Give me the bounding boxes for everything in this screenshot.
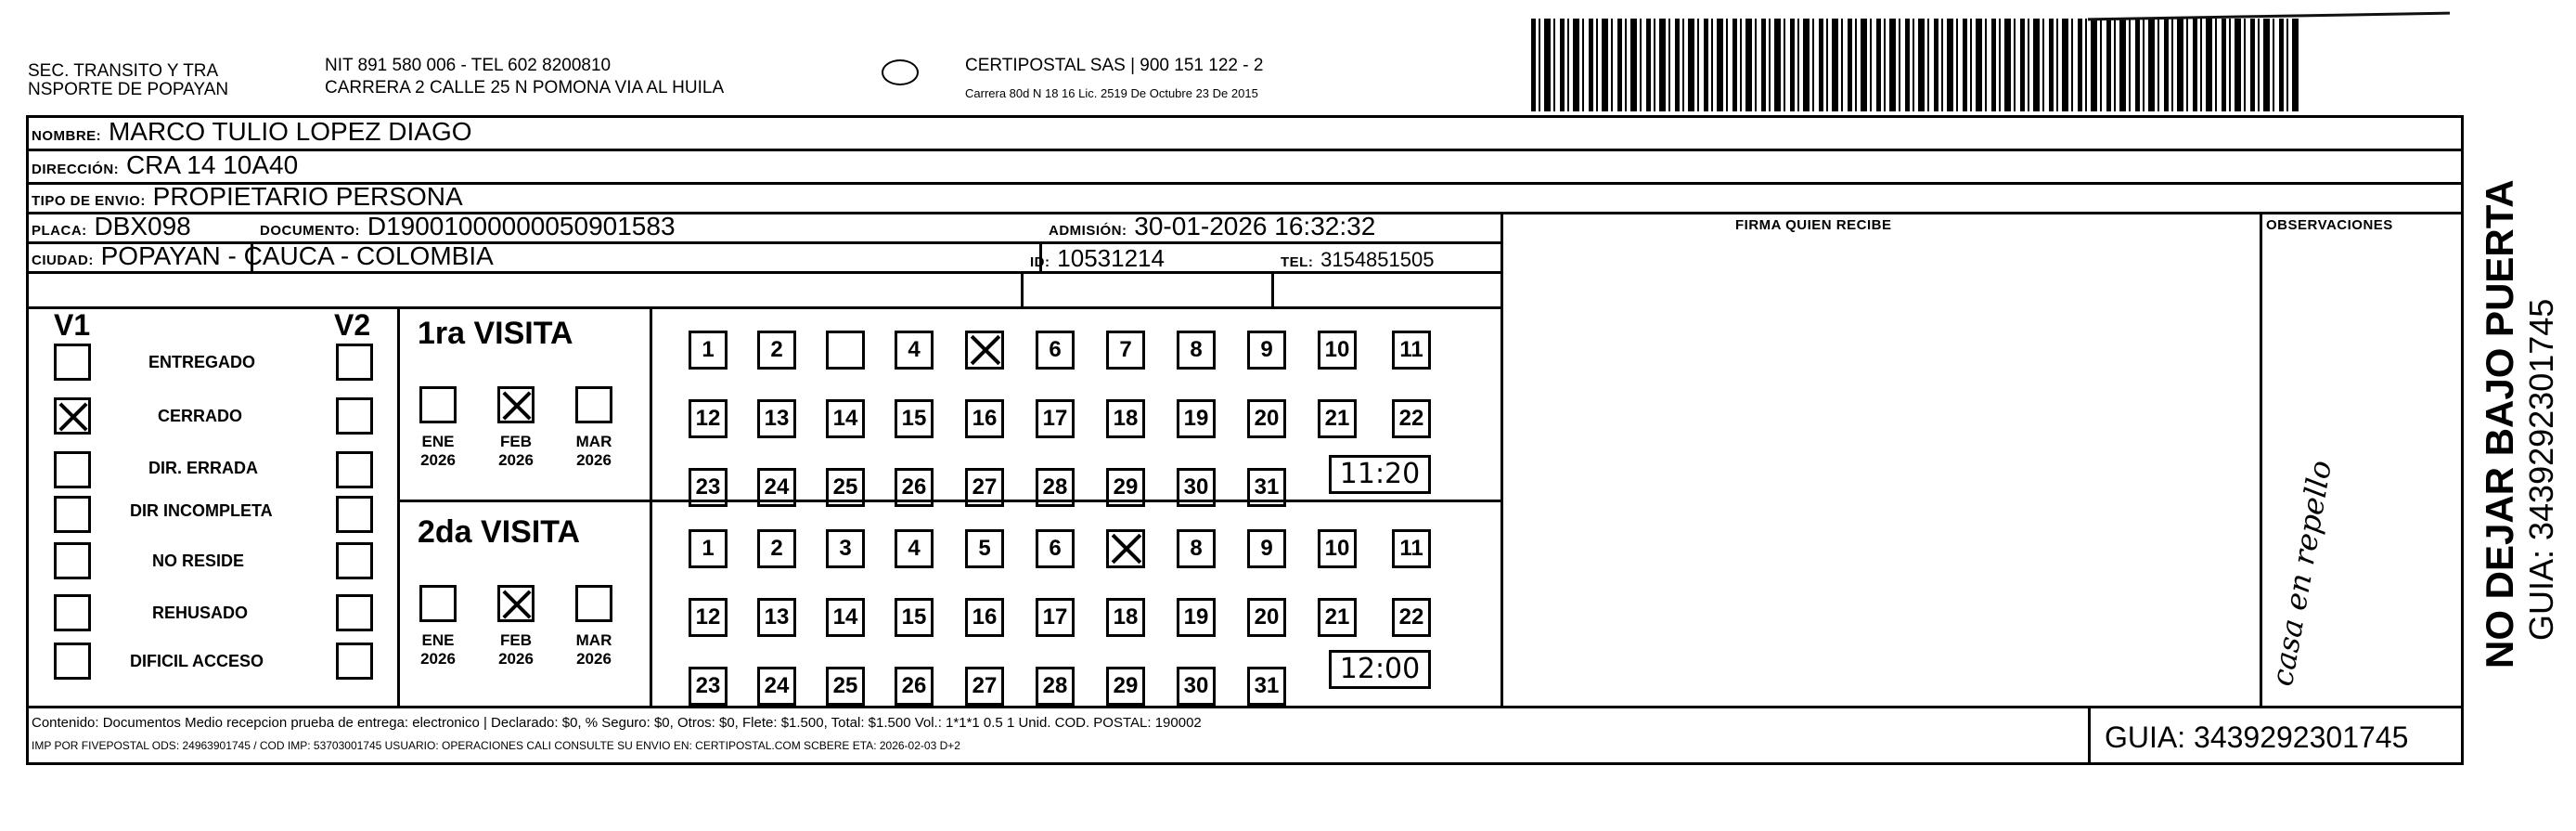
footer-impresion: IMP POR FIVEPOSTAL ODS: 24963901745 / COD IMP: 53703001745 USUARIO: OPERACIONES CALI CONSULTE SU ENVIO EN: CERTIPOSTAL.COM SCBERE ETA: 2026-02-03 D+2 (32, 739, 960, 752)
footer-guia: GUIA: 3439292301745 (2105, 721, 2409, 754)
first-visit-ene-checkbox[interactable] (419, 386, 457, 423)
carrier-logo-icon (882, 59, 919, 85)
side-warning: NO DEJAR BAJO PUERTA (2478, 179, 2521, 669)
day-box-31[interactable]: 31 (1247, 667, 1286, 706)
day-box-6[interactable]: 6 (1036, 331, 1075, 370)
tipo-label: TIPO DE ENVIO: (32, 193, 146, 209)
v2-cerrado-checkbox[interactable] (336, 397, 373, 435)
footer-contenido: Contenido: Documentos Medio recepcion prueba de entrega: electronico | Declarado: $0, % Seguro: $0, Otros: $0, Flete: $1.500, Total: $1.500 Vol.: 1*1*1 0.5 1 Unid. COD. POSTAL: 190002 (32, 715, 1202, 731)
day-box-14[interactable]: 14 (826, 598, 865, 637)
firma-header: FIRMA QUIEN RECIBE (1735, 217, 1892, 233)
month-label: FEB 2026 (498, 631, 534, 668)
month-label: ENE 2026 (420, 631, 456, 668)
second-visit-time: 12:00 (1329, 650, 1431, 689)
side-guia: GUIA: 3439292301745 (2522, 298, 2560, 641)
id-cell (1030, 241, 1165, 279)
day-box-27[interactable]: 27 (965, 667, 1004, 706)
placa-value: DBX098 (94, 212, 191, 240)
day-box-17[interactable]: 17 (1036, 598, 1075, 637)
day-box-13[interactable]: 13 (757, 598, 796, 637)
col-divider (1501, 212, 1503, 706)
tipo-value: PROPIETARIO PERSONA (152, 182, 463, 211)
status-label: DIR. ERRADA (148, 459, 259, 477)
sender-address: CARRERA 2 CALLE 25 N POMONA VIA AL HUILA (325, 78, 725, 97)
id-value: 10531214 (1057, 244, 1165, 272)
col-divider (2260, 212, 2262, 706)
ciudad-label: CIUDAD: (32, 253, 94, 268)
v1-dificil-acceso-checkbox[interactable] (54, 643, 91, 680)
day-box-30[interactable]: 30 (1177, 468, 1216, 507)
day-box-2[interactable]: 2 (757, 529, 796, 568)
day-box-24[interactable]: 24 (757, 667, 796, 706)
day-box-6[interactable]: 6 (1036, 529, 1075, 568)
nombre-value: MARCO TULIO LOPEZ DIAGO (108, 117, 472, 146)
v2-entregado-checkbox[interactable] (336, 344, 373, 381)
sender-nit: NIT 891 580 006 - TEL 602 8200810 (325, 56, 612, 75)
tel-value: 3154851505 (1320, 248, 1435, 271)
col-divider (1271, 271, 1274, 306)
day-box-18[interactable]: 18 (1106, 598, 1145, 637)
day-box-9[interactable]: 9 (1247, 529, 1286, 568)
day-box-11[interactable]: 11 (1392, 529, 1431, 568)
tel-label: TEL: (1281, 254, 1314, 270)
sender-name-line2: NSPORTE DE POPAYAN (28, 80, 229, 99)
observaciones-header: OBSERVACIONES (2266, 217, 2393, 233)
ciudad-value: POPAYAN - CAUCA - COLOMBIA (100, 241, 494, 270)
month-label: ENE 2026 (420, 433, 456, 469)
direccion-label: DIRECCIÓN: (32, 162, 120, 177)
month-label: MAR 2026 (575, 631, 612, 668)
status-label: NO RESIDE (152, 552, 245, 570)
first-visit-title: 1ra VISITA (418, 316, 573, 351)
carrier-license: Carrera 80d N 18 16 Lic. 2519 De Octubre 23 De 2015 (965, 86, 1258, 100)
col-divider (650, 306, 652, 706)
v1-header: V1 (54, 308, 91, 342)
v2-no-reside-checkbox[interactable] (336, 542, 373, 579)
col-divider (397, 306, 400, 706)
day-box-20[interactable]: 20 (1247, 598, 1286, 637)
day-box-14[interactable]: 14 (826, 399, 865, 438)
day-box-11[interactable]: 11 (1392, 331, 1431, 370)
status-label: ENTREGADO (148, 353, 256, 371)
day-box-22[interactable]: 22 (1392, 598, 1431, 637)
day-box-13[interactable]: 13 (757, 399, 796, 438)
admision-label: ADMISIÓN: (1049, 223, 1127, 239)
day-box-28[interactable]: 28 (1036, 667, 1075, 706)
day-box-19[interactable]: 19 (1177, 598, 1216, 637)
day-box-29[interactable]: 29 (1106, 667, 1145, 706)
placa-label: PLACA: (32, 223, 87, 239)
day-box-30[interactable]: 30 (1177, 667, 1216, 706)
col-divider (1021, 271, 1024, 306)
month-label: FEB 2026 (498, 433, 534, 469)
day-box-24[interactable]: 24 (757, 468, 796, 507)
day-box-16[interactable]: 16 (965, 598, 1004, 637)
day-box-3[interactable]: 3 (826, 529, 865, 568)
day-box-15[interactable]: 15 (895, 598, 934, 637)
day-box-1[interactable]: 1 (689, 331, 728, 370)
status-label: DIR INCOMPLETA (130, 501, 273, 520)
v2-dir-errada-checkbox[interactable] (336, 451, 373, 488)
day-box-7[interactable] (1106, 529, 1145, 568)
first-visit-feb-checkbox[interactable] (497, 386, 535, 423)
first-visit-time: 11:20 (1329, 455, 1431, 494)
v1-dir-errada-checkbox[interactable] (54, 451, 91, 488)
day-box-23[interactable]: 23 (689, 667, 728, 706)
day-box-25[interactable]: 25 (826, 667, 865, 706)
day-box-4[interactable]: 4 (895, 529, 934, 568)
day-box-4[interactable]: 4 (895, 331, 934, 370)
v1-cerrado-checkbox[interactable] (54, 397, 91, 435)
day-box-9[interactable]: 9 (1247, 331, 1286, 370)
v1-rehusado-checkbox[interactable] (54, 594, 91, 631)
sender-name-line1: SEC. TRANSITO Y TRA (28, 61, 219, 81)
documento-label: DOCUMENTO: (260, 223, 361, 239)
status-label: REHUSADO (152, 604, 249, 622)
direccion-value: CRA 14 10A40 (125, 150, 299, 179)
day-box-21[interactable]: 21 (1318, 399, 1357, 438)
v2-header: V2 (334, 308, 371, 342)
row-divider (26, 706, 2464, 708)
day-box-21[interactable]: 21 (1318, 598, 1357, 637)
day-box-17[interactable]: 17 (1036, 399, 1075, 438)
v1-entregado-checkbox[interactable] (54, 344, 91, 381)
day-box-1[interactable]: 1 (689, 529, 728, 568)
second-visit-title: 2da VISITA (418, 514, 581, 550)
day-box-12[interactable]: 12 (689, 598, 728, 637)
status-label: CERRADO (158, 407, 243, 425)
day-box-27[interactable]: 27 (965, 468, 1004, 507)
v2-rehusado-checkbox[interactable] (336, 594, 373, 631)
day-box-8[interactable]: 8 (1177, 529, 1216, 568)
day-box-12[interactable]: 12 (689, 399, 728, 438)
row-divider (26, 306, 1503, 309)
first-visit-mar-checkbox[interactable] (575, 386, 612, 423)
day-box-15[interactable]: 15 (895, 399, 934, 438)
day-box-29[interactable]: 29 (1106, 468, 1145, 507)
v2-dir-incompleta-checkbox[interactable] (336, 496, 373, 533)
month-label: MAR 2026 (575, 433, 612, 469)
day-box-10[interactable]: 10 (1318, 331, 1357, 370)
day-box-26[interactable]: 26 (895, 667, 934, 706)
day-box-22[interactable]: 22 (1392, 399, 1431, 438)
status-label: DIFICIL ACCESO (130, 652, 264, 670)
id-label: ID: (1030, 254, 1050, 270)
day-box-28[interactable]: 28 (1036, 468, 1075, 507)
observaciones-handwritten: casa en repello (2264, 457, 2339, 689)
day-box-16[interactable]: 16 (965, 399, 1004, 438)
day-box-3[interactable] (826, 331, 865, 370)
day-box-10[interactable]: 10 (1318, 529, 1357, 568)
v1-dir-incompleta-checkbox[interactable] (54, 496, 91, 533)
day-box-25[interactable]: 25 (826, 468, 865, 507)
second-visit-ene-checkbox[interactable] (419, 585, 457, 622)
day-box-5[interactable]: 5 (965, 529, 1004, 568)
day-box-7[interactable]: 7 (1106, 331, 1145, 370)
nombre-label: NOMBRE: (32, 128, 102, 144)
second-visit-feb-checkbox[interactable] (497, 585, 535, 622)
admision-value: 30-01-2026 16:32:32 (1134, 212, 1376, 240)
v2-dificil-acceso-checkbox[interactable] (336, 643, 373, 680)
day-box-18[interactable]: 18 (1106, 399, 1145, 438)
v1-no-reside-checkbox[interactable] (54, 542, 91, 579)
nombre-row (32, 115, 472, 153)
day-box-26[interactable]: 26 (895, 468, 934, 507)
barcode (1531, 19, 2301, 111)
ciudad-cell (32, 240, 494, 278)
carrier-name: CERTIPOSTAL SAS | 900 151 122 - 2 (965, 56, 1264, 75)
day-box-5[interactable] (965, 331, 1004, 370)
day-box-31[interactable]: 31 (1247, 468, 1286, 507)
tel-cell (1281, 241, 1434, 279)
day-box-20[interactable]: 20 (1247, 399, 1286, 438)
second-visit-mar-checkbox[interactable] (575, 585, 612, 622)
day-box-23[interactable]: 23 (689, 468, 728, 507)
row-divider (397, 500, 1503, 502)
col-divider (2088, 706, 2091, 765)
day-box-2[interactable]: 2 (757, 331, 796, 370)
documento-value: D19001000000050901583 (367, 212, 676, 240)
day-box-8[interactable]: 8 (1177, 331, 1216, 370)
day-box-19[interactable]: 19 (1177, 399, 1216, 438)
